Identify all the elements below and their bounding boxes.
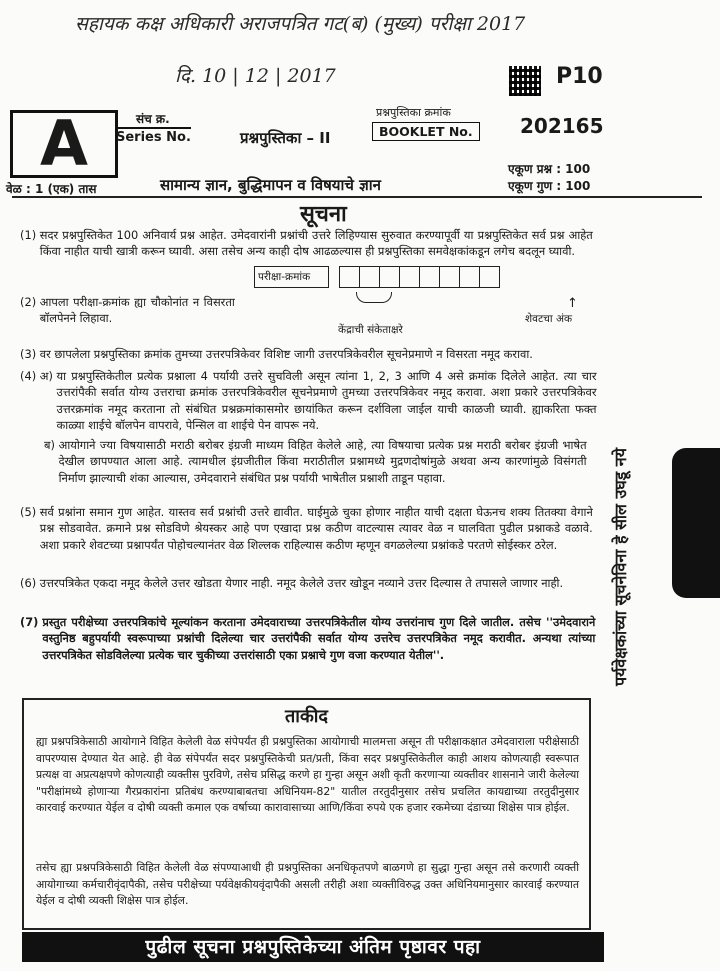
footer-notice: पुढील सूचना प्रश्नपुस्तिकेच्या अंतिम पृष्ठावर पहा: [22, 932, 604, 962]
center-code-brace: [356, 292, 392, 303]
instruction-5: [20, 504, 606, 553]
warning-para-2: तसेच ह्या प्रश्नपत्रिकेसाठी विहित केलेली वेळ संपण्याआधी ही प्रश्नपुस्तिका अनधिकृतपणे बाळगणे हा सुद्धा गुन्हा असून तसे करणारी व्यक्ती आयोगाच्या कर्मचारीवृंदापैकी, तसेच परीक्षेच्या पर्यवेक्षकीयवृंदापैकी असली तरीही अशा व्यक्तीविरुद्ध उक्त अधिनियमानुसार कारवाई करण्यात येईल व दोषी व्यक्ती शिक्षेस पात्र होईल.: [36, 861, 579, 908]
instruction-text: वर छापलेला प्रश्नपुस्तिका क्रमांक तुमच्या उत्तरपत्रिकेवर विशिष्ट जागी उत्तरपत्रिकेवरील सूचनेप्रमाणे न विसरता नमूद करावा.: [39, 347, 533, 361]
instruction-4a: [20, 368, 606, 434]
up-arrow-icon: ↑: [567, 296, 578, 311]
booklet-number: 202165: [520, 114, 604, 138]
roll-digit-cell[interactable]: [460, 267, 480, 288]
instruction-4b: [44, 437, 606, 486]
instruction-text: या प्रश्नपुस्तिकेतील प्रत्येक प्रश्नाला 4 पर्यायी उत्तरे सुचविली असून त्यांना 1, 2, 3 आणि 4 असे क्रमांक दिलेले आहेत. त्या चार उत्तरांपैकी सर्वात योग्य उत्तराचा क्रमांक उत्तरपत्रिकेवरील सूचनेप्रमाणे तुमच्या उत्तरपत्रिकेवर नमूद करावा. अशा प्रकारे उत्तरपत्रिकेवर उत्तरक्रमांक नमूद करताना तो संबंधित प्रश्नक्रमांकासमोर छायांकित करून दर्शविला जाईल याची काळजी घ्यावी. ह्याकरिता फक्त काळ्या शाईचे बॉलपेन वापरावे, पेन्सिल वा शाईचे पेन वापरू नये.: [56, 369, 597, 433]
instruction-number: (1): [20, 228, 37, 242]
instruction-number: (4) अ): [20, 369, 53, 383]
instruction-text: आपला परीक्षा-क्रमांक ह्या चौकोनांत न विसरता बॉलपेनने लिहावा.: [39, 295, 235, 326]
instruction-2: [20, 294, 255, 327]
booklet-no-label-en: BOOKLET No.: [372, 122, 480, 141]
instruction-number: (7): [20, 615, 39, 629]
instruction-text: उत्तरपत्रिकेत एकदा नमूद केलेले उत्तर खोडता येणार नाही. नमूद केलेले उत्तर खोडून नव्याने उत्तर दिल्यास ते तपासले जाणार नाही.: [39, 576, 564, 590]
instruction-3: [20, 346, 606, 362]
notice-title: सूचना: [300, 202, 347, 227]
handwritten-date: दि. 10 | 12 | 2017: [175, 65, 336, 87]
instruction-text: सदर प्रश्नपुस्तिकेत 100 अनिवार्य प्रश्न आहेत. उमेदवारांनी प्रश्नांची उत्तरे लिहिण्यास सुरुवात करण्यापूर्वी या प्रश्नपुस्तिकेत सर्व प्रश्न आहेत किंवा नाहीत याची खात्री करून घ्यावी. असा तसेच अन्य काही दोष आढळल्यास ही प्रश्नपुस्तिका समवेक्षकांकडून लगेच बदलून घ्यावी.: [39, 228, 593, 259]
series-label-en: Series No.: [116, 127, 191, 145]
warning-para-1: ह्या प्रश्नपत्रिकेसाठी आयोगाने विहित केलेली वेळ संपेपर्यंत ही प्रश्नपुस्तिका आयोगाची मालमत्ता असून ती परीक्षाकक्षात उमेदवाराला परीक्षेसाठी वापरण्यास देण्यात येत आहे. ही वेळ संपेपर्यंत सदर प्रश्नपुस्तिकेची प्रत/प्रती, किंवा सदर प्रश्नपुस्तिकेतील काही आशय कोणत्याही स्वरूपात प्रत्यक्ष वा अप्रत्यक्षपणे कोणत्याही व्यक्तीस पुरविणे, तसेच प्रसिद्ध करणे हा गुन्हा असून अशी कृती करणाऱ्या व्यक्तीवर शासनाने जारी केलेल्या "परीक्षांमध्ये होणाऱ्या गैरप्रकारांना प्रतिबंध करण्याबाबतचा अधिनियम-82" यातील तरतुदीनुसार तसेच प्रचलित कायद्याच्या तरतुदीनुसार कारवाई करण्यात येईल व दोषी व्यक्ती कमाल एक वर्षाच्या कारावासाच्या आणि/किंवा रुपये एक हजार रकमेच्या दंडाच्या शिक्षेस पात्र होईल.: [36, 735, 579, 815]
booklet-no-label-mr: प्रश्नपुस्तिका क्रमांक: [376, 106, 451, 119]
roll-digit-cell[interactable]: [360, 267, 380, 288]
paper-code: P10: [556, 64, 603, 89]
instruction-number: (3): [20, 347, 37, 361]
center-code-caption: केंद्राची संकेताक्षरे: [338, 324, 403, 336]
warning-title: ताकीद: [285, 706, 328, 727]
instruction-number: (5): [20, 505, 37, 519]
instruction-text: आयोगाने ज्या विषयासाठी मराठी बरोबर इंग्रजी माध्यम विहित केलेले आहे, त्या विषयाचा प्रत्येक प्रश्न मराठी बरोबर इंग्रजी भाषेत देखील छापण्यात आला आहे. त्यामधील इंग्रजीतील किंवा मराठीतील प्रश्नामध्ये मुद्रणदोषांमुळे अथवा अन्य कारणांमुळे विसंगती निर्माण झाल्याची शंका आल्यास, उमेदवाराने संबंधित प्रश्न पर्यायी भाषेतील प्रश्नाशी ताडून पहावा.: [58, 438, 587, 485]
edge-tab-mark: [672, 448, 720, 598]
warning-box: [22, 698, 591, 930]
roll-number-label: परीक्षा-क्रमांक: [255, 267, 329, 288]
series-letter-box: [10, 107, 118, 180]
total-marks: एकूण गुण : 100: [508, 179, 591, 193]
instruction-7: [20, 614, 606, 663]
instruction-text: प्रस्तुत परीक्षेच्या उत्तरपत्रिकांचे मूल्यांकन करताना उमेदवाराच्या उत्तरपत्रिकेतील योग्य उत्तरांनाच गुण दिले जातील. तसेच ''उमेदवाराने वस्तुनिष्ठ बहुपर्यायी स्वरूपाच्या प्रश्नांची दिलेल्या चार उत्तरांपैकी सर्वात योग्य उत्तरेच उत्तरपत्रिकेत नमूद करावीत. अन्यथा त्यांच्या उत्तरपत्रिकेत सोडविलेल्या प्रत्येक चार चुकीच्या उत्तरांसाठी एका प्रश्नाचे गुण वजा करण्यात येतील''.: [42, 615, 596, 662]
roll-digit-cell[interactable]: [420, 267, 440, 288]
qr-code-icon: [509, 66, 541, 96]
seal-side-note: पर्यवेक्षकांच्या सूचनेविना हे सील उघडू नये: [611, 448, 630, 686]
instruction-number: (2): [20, 295, 37, 309]
roll-number-box: [254, 266, 500, 288]
instruction-text: सर्व प्रश्नांना समान गुण आहेत. यास्तव सर्व प्रश्नांची उत्तरे द्यावीत. घाईमुळे चुका होणार नाहीत याची दक्षता घेऊनच शक्य तितक्या वेगाने प्रश्न सोडवावेत. क्रमाने प्रश्न सोडविणे श्रेयस्कर आहे पण एखादा प्रश्न कठीण वाटल्यास त्यावर वेळ न घालविता पुढील प्रश्नाकडे वळावे. अशा प्रकारे शेवटच्या प्रश्नापर्यंत पोहोचल्यानंतर वेळ शिल्लक राहिल्यास कठीण म्हणून वगळलेल्या प्रश्नांकडे परतणे सोईस्कर ठरेल.: [39, 505, 593, 552]
instruction-1: [20, 227, 606, 260]
instruction-number: ब): [44, 438, 55, 452]
series-label-mr: संच क्र.: [136, 112, 170, 126]
series-letter: A: [40, 107, 88, 180]
booklet-title: प्रश्नपुस्तिका – II: [240, 129, 331, 147]
roll-digit-cell[interactable]: [340, 267, 360, 288]
exam-time: वेळ : 1 (एक) तास: [6, 182, 97, 196]
roll-digit-cell[interactable]: [380, 267, 400, 288]
roll-digit-cell[interactable]: [480, 267, 500, 288]
instruction-6: [20, 575, 606, 591]
handwritten-exam-title: सहायक कक्ष अधिकारी अराजपत्रित गट(ब) (मुख्य) परीक्षा 2017: [75, 13, 526, 35]
header-divider: [12, 196, 702, 198]
roll-number-grid: [254, 266, 500, 288]
total-questions: एकूण प्रश्न : 100: [508, 162, 591, 176]
instruction-number: (6): [20, 576, 37, 590]
exam-subject: सामान्य ज्ञान, बुद्धिमापन व विषयाचे ज्ञान: [160, 176, 381, 194]
roll-digit-cell[interactable]: [440, 267, 460, 288]
roll-digit-cell[interactable]: [400, 267, 420, 288]
last-digit-caption: शेवटचा अंक: [525, 313, 573, 325]
